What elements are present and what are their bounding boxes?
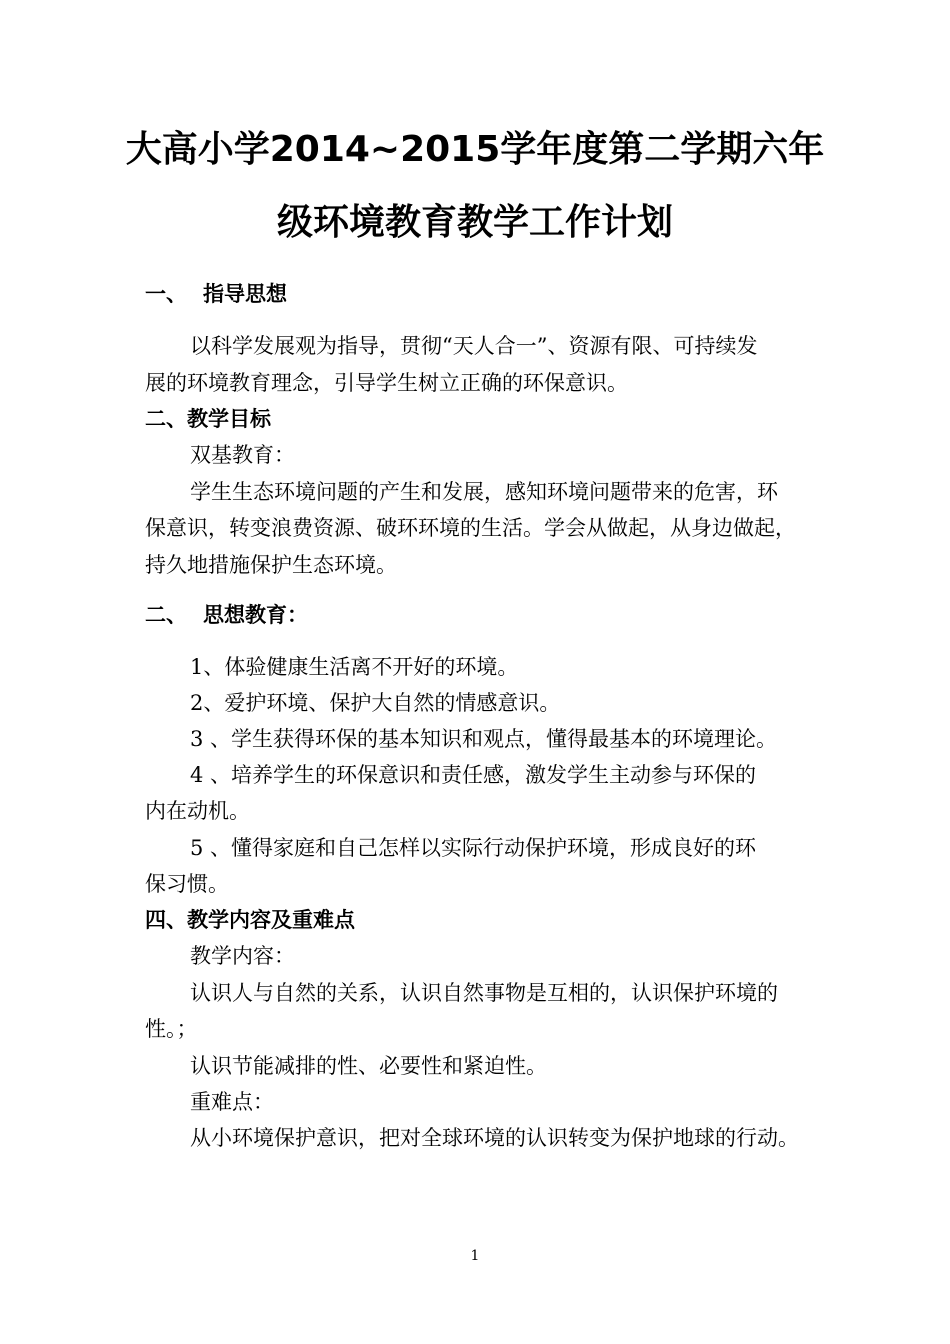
paragraph-line: 重难点： (190, 1090, 274, 1114)
section-heading-guiding-ideology (145, 280, 287, 308)
paragraph-line: 教学内容： (190, 944, 295, 968)
paragraph-line: 双基教育： (190, 443, 295, 467)
paragraph-line: 性。； (145, 1017, 198, 1041)
list-item: 3 、学生获得环保的基本知识和观点，懂得最基本的环境理论。 (190, 727, 778, 751)
document-title-line-2: 级环境教育教学工作计划 (276, 202, 673, 243)
list-item: 1、体验健康生活离不开好的环境。 (190, 655, 519, 679)
section-number: 二、 (145, 603, 187, 627)
section-title: 指导思想 (203, 282, 287, 306)
paragraph-line: 学生生态环境问题的产生和发展，感知环境问题带来的危害，环 (190, 480, 778, 504)
paragraph-line: 保意识，转变浪费资源、破环环境的生活。学会从做起，从身边做起， (145, 516, 796, 540)
section-title: 思想教育： (203, 603, 308, 627)
section-heading-teaching-goals: 二、教学目标 (145, 407, 271, 431)
document-title-line-1: 大高小学2014~2015学年度第二学期六年 (125, 129, 825, 170)
paragraph-line: 展的环境教育理念，引导学生树立正确的环保意识。 (145, 371, 628, 395)
section-heading-content-and-key-points: 四、教学内容及重难点 (145, 908, 355, 932)
paragraph-line: 持久地措施保护生态环境。 (145, 553, 397, 577)
list-item-continuation: 内在动机。 (145, 799, 250, 823)
section-heading-ideological-education (145, 601, 308, 629)
list-item: 5 、懂得家庭和自己怎样以实际行动保护环境，形成良好的环 (190, 836, 757, 860)
list-item: 2、爱护环境、保护大自然的情感意识。 (190, 691, 561, 715)
list-item-continuation: 保习惯。 (145, 872, 229, 896)
paragraph-line: 以科学发展观为指导，贯彻“天人合一”、资源有限、可持续发 (190, 334, 758, 358)
paragraph-line: 认识节能减排的性、必要性和紧迫性。 (190, 1054, 547, 1078)
paragraph-line: 从小环境保护意识，把对全球环境的认识转变为保护地球的行动。 (190, 1126, 799, 1150)
paragraph-line: 认识人与自然的关系，认识自然事物是互相的，认识保护环境的 (190, 981, 778, 1005)
section-number: 一、 (145, 282, 187, 306)
list-item: 4 、培养学生的环保意识和责任感，激发学生主动参与环保的 (190, 763, 757, 787)
page-number: 1 (470, 1248, 480, 1264)
